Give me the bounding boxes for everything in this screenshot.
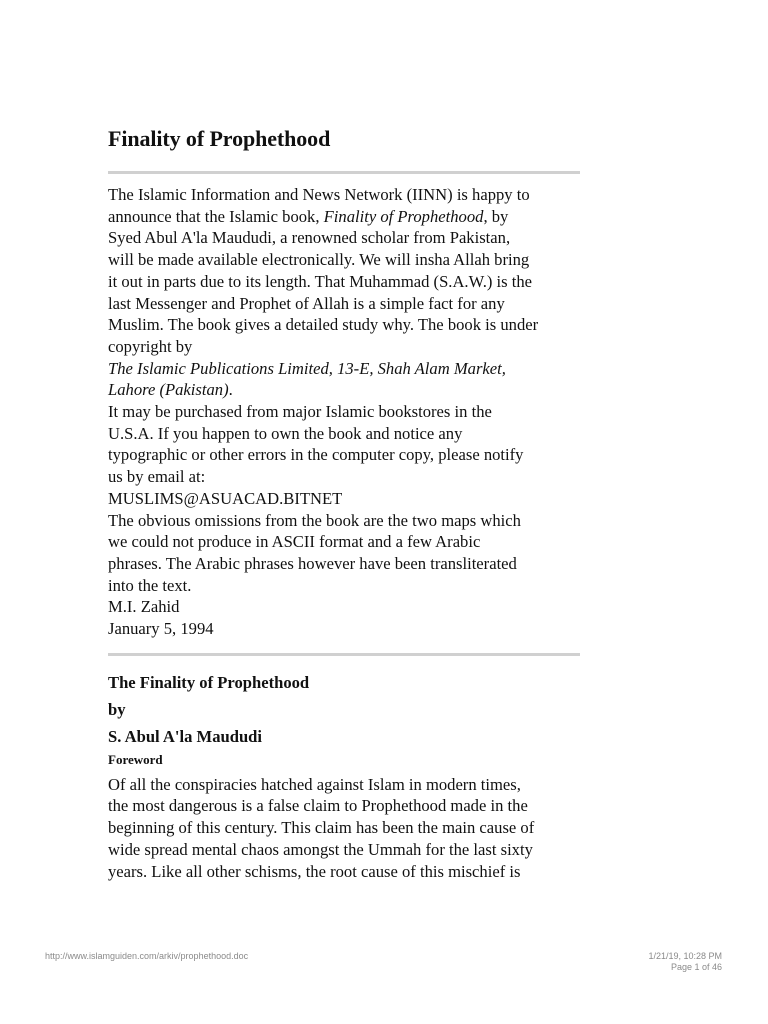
footer-meta: [648, 951, 722, 973]
text-segment: The Islamic Information and News Network (IINN) is happy to: [108, 185, 530, 204]
text-segment: , by: [483, 206, 509, 226]
text-segment: M.I. Zahid: [108, 597, 180, 617]
author-name: S. Abul A'la Maududi: [108, 726, 263, 746]
section-header: [108, 669, 580, 770]
intro-line: [108, 401, 580, 423]
intro-line: [108, 358, 580, 380]
text-segment: January 5, 1994: [108, 619, 214, 639]
footer-page-number: Page 1 of 46: [670, 962, 722, 972]
text-segment: us by email at:: [108, 467, 206, 487]
text-segment: It may be purchased from major Islamic bookstores in the: [108, 402, 492, 422]
text-segment: MUSLIMS@ASUACAD.BITNET: [108, 488, 343, 508]
text-segment: The obvious omissions from the book are the two maps which: [108, 510, 521, 530]
intro-line: [108, 379, 580, 401]
italic-text: Finality of Prophethood: [323, 206, 484, 226]
text-segment: it out in parts due to its length. That Muhammad (S.A.W.) is the: [108, 271, 533, 291]
italic-text: The Islamic Publications Limited, 13-E, Shah Alam Market,: [108, 358, 506, 378]
text-segment: will be made available electronically. We will insha Allah bring: [108, 250, 530, 270]
intro-line: [108, 314, 580, 336]
foreword-heading: Foreword: [108, 751, 163, 767]
intro-line: [108, 531, 580, 553]
intro-line: [108, 618, 580, 640]
intro-line: [108, 510, 580, 532]
text-segment: Syed Abul A'la Maududi, a renowned scholar from Pakistan,: [108, 228, 511, 248]
text-segment: into the text.: [108, 575, 192, 595]
intro-line: [108, 423, 580, 445]
text-segment: U.S.A. If you happen to own the book and notice any: [108, 423, 463, 443]
footer-url: http://www.islamguiden.com/arkiv/prophethood.doc: [45, 951, 249, 961]
intro-line: [108, 206, 580, 228]
intro-line: [108, 293, 580, 315]
intro-line: [108, 596, 580, 618]
text-segment: typographic or other errors in the computer copy, please notify: [108, 445, 524, 465]
italic-text: Lahore (Pakistan): [108, 380, 229, 400]
text-segment: copyright by: [108, 336, 193, 356]
text-segment: last Messenger and Prophet of Allah is a simple fact for any: [108, 293, 505, 313]
intro-line: [108, 249, 580, 271]
intro-line: [108, 271, 580, 293]
intro-line: [108, 227, 580, 249]
intro-line: [108, 575, 580, 597]
text-segment: Muslim. The book gives a detailed study why. The book is under: [108, 315, 539, 335]
text-segment: we could not produce in ASCII format and a few Arabic: [108, 532, 481, 552]
footer-datetime: 1/21/19, 10:28 PM: [648, 951, 722, 961]
byline-by: by: [108, 699, 126, 719]
intro-line: [108, 336, 580, 358]
body-line: years. Like all other schisms, the root cause of this mischief is: [108, 861, 521, 881]
body-line: Of all the conspiracies hatched against Islam in modern times,: [108, 774, 521, 794]
text-segment: phrases. The Arabic phrases however have been transliterated: [108, 553, 517, 573]
horizontal-divider: [108, 171, 580, 174]
intro-line: [108, 553, 580, 575]
text-segment: announce that the Islamic book,: [108, 206, 324, 226]
intro-paragraph: [108, 184, 580, 640]
foreword-paragraph: [108, 774, 580, 883]
page-title: Finality of Prophethood: [108, 126, 331, 151]
section-heading: The Finality of Prophethood: [108, 672, 310, 692]
intro-line: [108, 488, 580, 510]
intro-line: [108, 444, 580, 466]
body-line: wide spread mental chaos amongst the Ummah for the last sixty: [108, 839, 533, 859]
document-content: [108, 124, 580, 882]
text-segment: .: [228, 380, 233, 400]
horizontal-divider: [108, 653, 580, 656]
body-line: the most dangerous is a false claim to Prophethood made in the: [108, 796, 528, 816]
body-line: beginning of this century. This claim has been the main cause of: [108, 818, 535, 838]
intro-line: [108, 184, 580, 206]
intro-line: [108, 466, 580, 488]
